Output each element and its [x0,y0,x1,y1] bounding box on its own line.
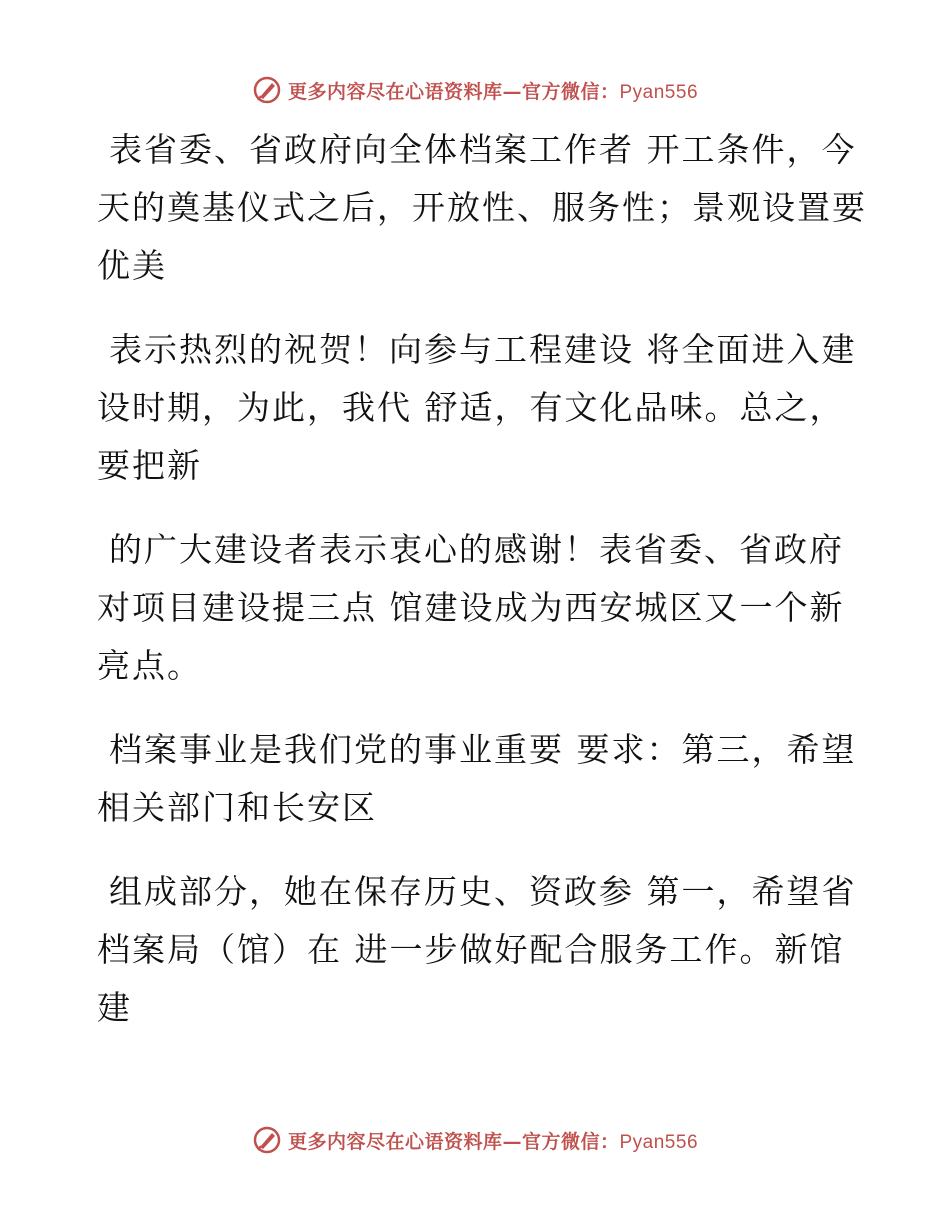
quill-logo-icon [252,1125,282,1155]
text-line: 设时期，为此，我代 舒适，有文化品味。总之， [97,388,845,427]
header-watermark [0,72,950,108]
text-line: 对项目建设提三点 馆建设成为西安城区又一个新 [97,588,845,627]
text-line: 组成部分，她在保存历史、资政参 第一，希望省 [109,872,857,911]
text-line: 亮点。 [97,646,202,685]
text-line: 要把新 [97,446,202,485]
watermark-contact: Pyan556 [619,1131,699,1153]
text-line: 表省委、省政府向全体档案工作者 开工条件，今 [109,130,857,169]
text-line: 天的奠基仪式之后，开放性、服务性；景观设置要 [97,188,867,227]
document-body [97,121,867,1063]
text-line: 相关部门和长安区 [97,788,377,827]
paragraph [97,863,857,1037]
paragraph [97,521,857,695]
text-line: 档案局（馆）在 进一步做好配合服务工作。新馆 [97,930,845,969]
footer-watermark [0,1122,950,1158]
text-line: 建 [97,988,132,1027]
watermark-text: 更多内容尽在心语资料库—官方微信：Pyan556 [287,80,699,103]
watermark-text: 更多内容尽在心语资料库—官方微信：Pyan556 [287,1130,699,1153]
paragraph [97,121,867,295]
text-line: 档案事业是我们党的事业重要 要求：第三，希望 [109,730,857,769]
paragraph [97,321,857,495]
paragraph [97,721,857,837]
text-line: 的广大建设者表示衷心的感谢！表省委、省政府 [109,530,844,569]
text-line: 优美 [97,246,167,285]
quill-logo-icon [252,75,282,105]
text-line: 表示热烈的祝贺！向参与工程建设 将全面进入建 [109,330,857,369]
watermark-contact: Pyan556 [619,81,699,103]
